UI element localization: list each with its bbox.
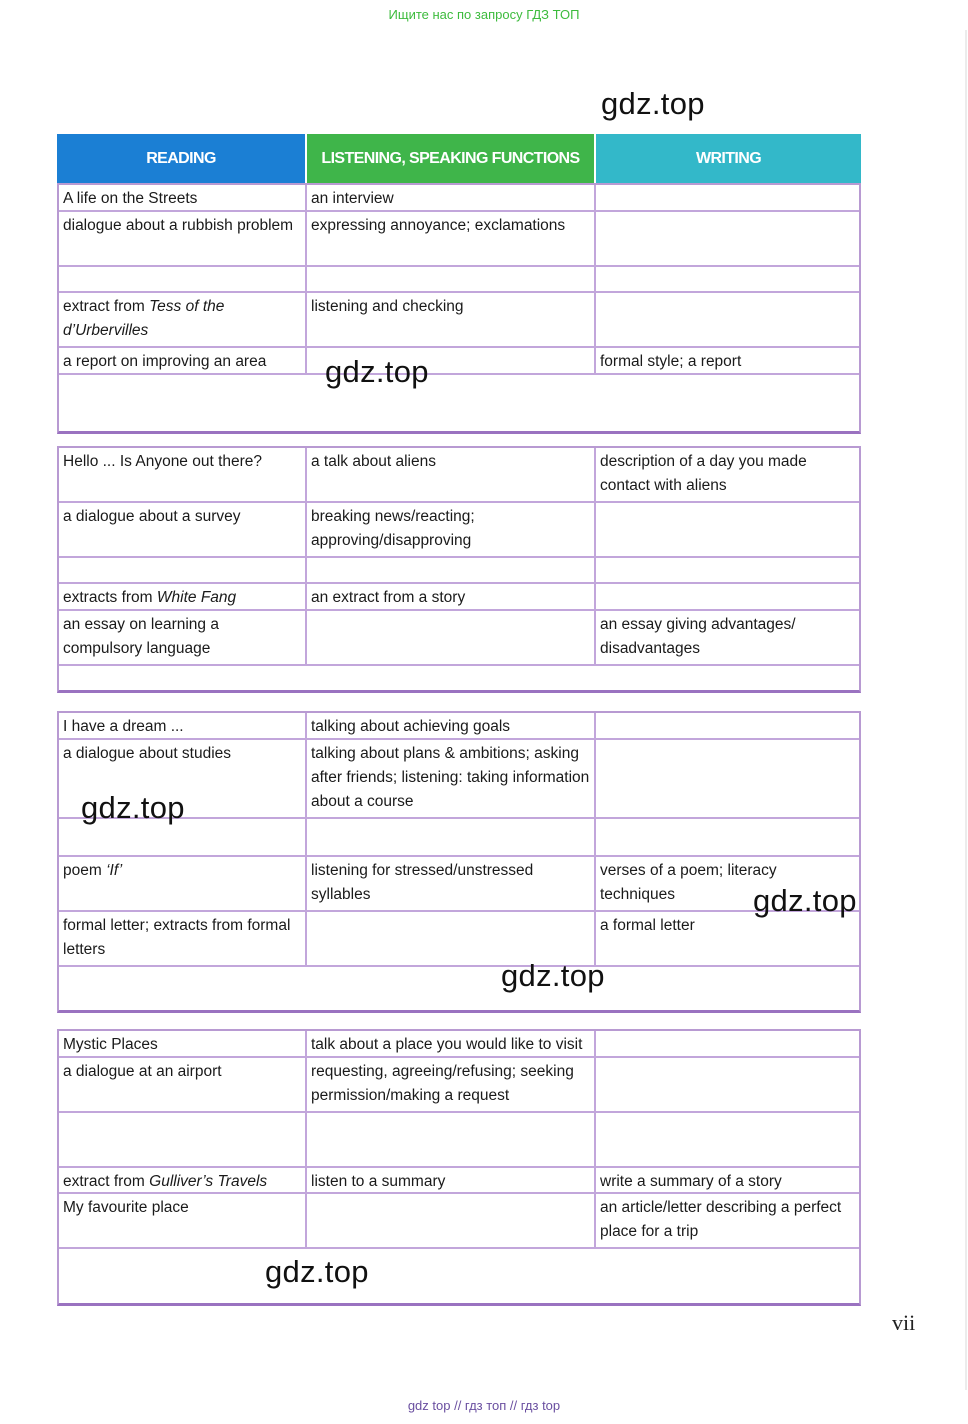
empty-cell <box>59 967 859 1010</box>
writing-cell <box>596 503 859 556</box>
reading-cell <box>59 1113 307 1166</box>
table-row <box>59 1194 859 1249</box>
reading-cell <box>59 558 307 582</box>
reading-cell <box>59 857 307 910</box>
table-row-empty <box>59 967 859 1010</box>
listening-cell: talking about plans & ambitions; asking after friends; listening: taking information about a course <box>307 740 596 817</box>
top-note: Ищите нас по запросу ГДЗ ТОП <box>388 7 580 22</box>
table-row <box>59 212 859 267</box>
writing-cell: write a summary of a story <box>600 1173 782 1190</box>
footer-links[interactable]: gdz top // гдз топ // гдз top <box>407 1398 561 1413</box>
writing-cell <box>596 267 859 291</box>
table-row <box>59 912 859 967</box>
module-block-2 <box>57 446 861 693</box>
writing-cell <box>596 584 859 609</box>
watermark: gdz.top <box>265 1254 369 1289</box>
table-row <box>59 1031 859 1058</box>
writing-cell <box>596 819 859 855</box>
table-row-empty <box>59 666 859 690</box>
empty-cell <box>59 375 859 431</box>
listening-cell: breaking news/reacting; approving/disapproving <box>307 503 596 556</box>
listening-cell: listening and checking <box>307 293 596 346</box>
reading-prefix: extract from <box>63 1173 150 1190</box>
writing-cell: description of a day you made contact with aliens <box>600 453 807 494</box>
reading-title: Tess of the d’Urbervilles <box>63 298 225 339</box>
listening-cell <box>307 267 596 291</box>
listening-cell: requesting, agreeing/refusing; seeking permission/making a request <box>307 1058 596 1111</box>
table-row <box>59 857 859 912</box>
watermark: gdz.top <box>501 958 605 993</box>
reading-prefix: extract from <box>63 298 150 315</box>
writing-cell <box>596 185 859 210</box>
writing-cell <box>596 212 859 265</box>
empty-cell <box>59 666 859 690</box>
table-row <box>59 267 859 293</box>
reading-cell: Mystic Places <box>59 1031 307 1056</box>
header-listening: LISTENING, SPEAKING FUNCTIONS <box>307 134 596 184</box>
writing-cell: formal style; a report <box>600 353 742 370</box>
writing-cell: an article/letter describing a perfect place for a trip <box>600 1199 842 1240</box>
table-header <box>57 134 861 184</box>
listening-cell: expressing annoyance; exclamations <box>307 212 596 265</box>
reading-cell: formal letter; extracts from formal letters <box>59 912 307 965</box>
reading-prefix: poem <box>63 862 107 879</box>
listening-cell <box>307 558 596 582</box>
reading-cell: A life on the Streets <box>59 185 307 210</box>
reading-cell: a dialogue about studies <box>59 740 307 817</box>
writing-cell <box>596 713 859 738</box>
writing-cell <box>596 558 859 582</box>
reading-title: Gulliver’s Travels <box>149 1173 268 1190</box>
module-block-4 <box>57 1029 861 1306</box>
table-row-empty <box>59 1249 859 1303</box>
reading-cell: a dialogue about a survey <box>59 503 307 556</box>
listening-cell <box>307 1113 596 1166</box>
table-row <box>59 503 859 558</box>
table-row <box>59 558 859 584</box>
reading-prefix: extracts from <box>63 589 157 606</box>
listening-cell: talking about achieving goals <box>307 713 596 738</box>
table-row <box>59 584 859 611</box>
reading-cell: Hello ... Is Anyone out there? <box>59 448 307 501</box>
table-row <box>59 611 859 666</box>
writing-cell: an essay giving advantages/ disadvantages <box>600 616 796 657</box>
listening-cell <box>307 819 596 855</box>
listening-cell: an extract from a story <box>307 584 596 609</box>
reading-title: ‘If’ <box>106 862 123 879</box>
module-block-3 <box>57 711 861 1013</box>
listening-cell <box>307 611 596 664</box>
listening-cell: listen to a summary <box>307 1168 596 1192</box>
writing-cell <box>596 293 859 346</box>
table-row <box>59 293 859 348</box>
listening-cell: talk about a place you would like to visit <box>307 1031 596 1056</box>
table-row <box>59 1113 859 1168</box>
table-row <box>59 348 859 375</box>
table-row <box>59 448 859 503</box>
module-block-1 <box>57 183 861 434</box>
header-writing: WRITING <box>596 134 861 184</box>
reading-cell <box>59 584 307 609</box>
writing-cell: verses of a poem; literacy techniques <box>600 862 777 903</box>
reading-cell: a dialogue at an airport <box>59 1058 307 1111</box>
header-reading: READING <box>57 134 307 184</box>
reading-cell: an essay on learning a compulsory language <box>59 611 307 664</box>
reading-cell: a report on improving an area <box>59 348 307 373</box>
writing-cell <box>596 1113 859 1166</box>
listening-cell: listening for stressed/unstressed syllables <box>307 857 596 910</box>
reading-title: White Fang <box>156 589 237 606</box>
watermark: gdz.top <box>601 86 705 121</box>
table-row <box>59 185 859 212</box>
page-edge-line <box>965 30 967 1390</box>
reading-cell: My favourite place <box>59 1194 307 1247</box>
reading-cell <box>59 1168 307 1192</box>
page-number: vii <box>892 1310 916 1335</box>
watermark: gdz.top <box>325 354 429 389</box>
empty-cell <box>59 1249 859 1303</box>
table-row <box>59 1058 859 1113</box>
reading-cell <box>59 267 307 291</box>
watermark: gdz.top <box>753 883 857 918</box>
listening-cell <box>307 1194 596 1247</box>
writing-cell <box>596 1031 859 1056</box>
listening-cell: an interview <box>307 185 596 210</box>
reading-cell: dialogue about a rubbish problem <box>59 212 307 265</box>
watermark: gdz.top <box>81 790 185 825</box>
reading-cell: I have a dream ... <box>59 713 307 738</box>
writing-cell <box>596 740 859 817</box>
writing-cell: a formal letter <box>600 917 695 934</box>
reading-cell <box>59 293 307 346</box>
writing-cell <box>596 1058 859 1111</box>
table-row <box>59 1168 859 1194</box>
table-row-empty <box>59 375 859 431</box>
table-row <box>59 713 859 740</box>
listening-cell: a talk about aliens <box>307 448 596 501</box>
